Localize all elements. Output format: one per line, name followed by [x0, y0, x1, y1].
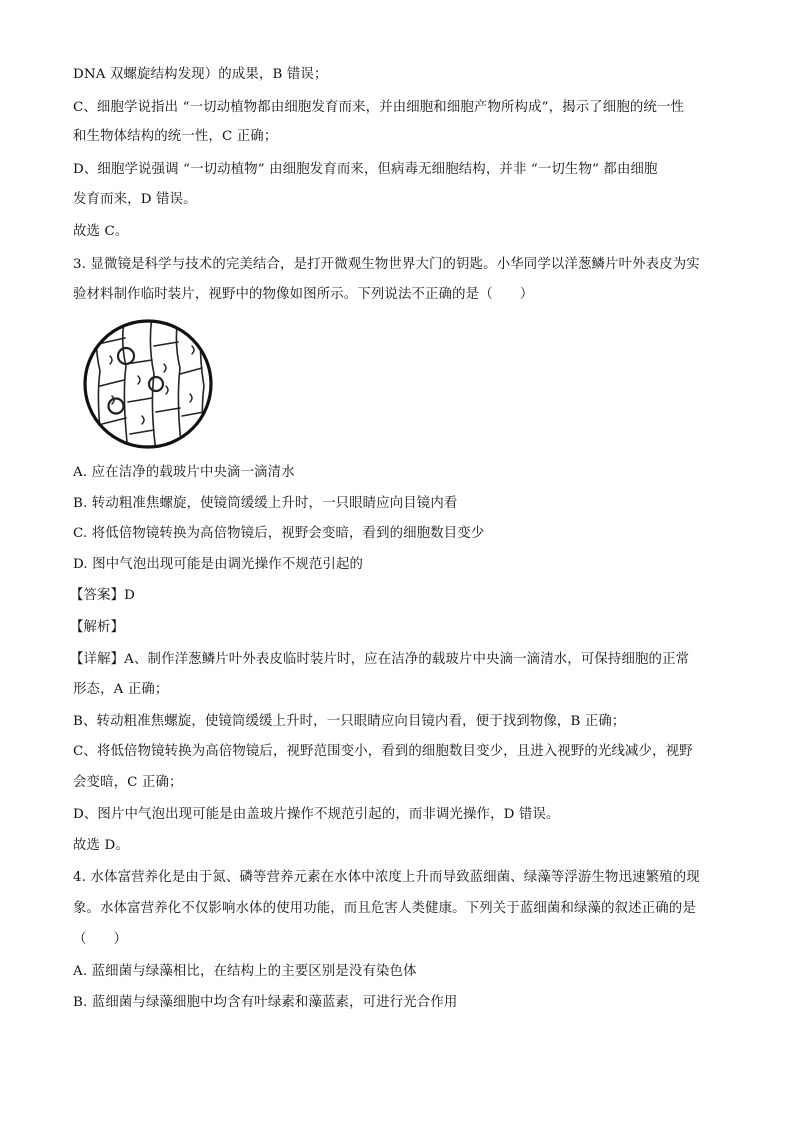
option-a: A. 蓝细菌与绿藻相比，在结构上的主要区别是没有染色体 [73, 964, 417, 979]
text-line: 和生物体结构的统一性，C 正确； [73, 129, 278, 144]
explanation-text: A、制作洋葱鳞片叶外表皮临时装片时，应在洁净的载玻片中央滴一滴清水，可保持细胞的正常 [124, 652, 690, 667]
question-3-stem: 验材料制作临时装片，视野中的物像如图所示。下列说法不正确的是（ ） [73, 287, 534, 302]
text-line: C、细胞学说指出 “一切动植物都由细胞发育而来，并由细胞和细胞产物所构成”，揭示了细胞的统一性 [73, 100, 685, 115]
explanation-line: 会变暗，C 正确； [73, 775, 183, 790]
option-b: B. 转动粗准焦螺旋，使镜筒缓缓上升时，一只眼睛应向目镜内看 [73, 496, 458, 511]
question-4-stem: 4. 水体富营养化是由于氮、磷等营养元素在水体中浓度上升而导致蓝细菌、绿藻等浮游生物迅速繁殖的现 [73, 870, 700, 885]
explanation-line: D、图片中气泡出现可能是由盖玻片操作不规范引起的，而非调光操作，D 错误。 [73, 807, 560, 822]
answer-tag: 【答案】 [70, 588, 125, 603]
text-line: D、细胞学说强调 “一切动植物” 由细胞发育而来，但病毒无细胞结构，并非 “一切生物” 都由细胞 [73, 162, 658, 177]
explanation-line: 故选 D。 [73, 838, 129, 853]
answer-value: D [124, 588, 136, 603]
explanation-line: 形态，A 正确； [73, 682, 169, 697]
text-line: 发育而来，D 错误。 [73, 192, 197, 207]
analysis-tag: 【解析】 [70, 620, 125, 635]
explanation-line: B、转动粗准焦螺旋，使镜筒缓缓上升时，一只眼睛应向目镜内看，便于找到物像，B 正确； [73, 714, 626, 729]
option-b: B. 蓝细菌与绿藻细胞中均含有叶绿素和藻蓝素，可进行光合作用 [73, 995, 458, 1010]
explanation-line [70, 650, 689, 670]
option-c: C. 将低倍物镜转换为高倍物镜后，视野会变暗，看到的细胞数目变少 [73, 526, 485, 541]
explanation-line: C、将低倍物镜转换为高倍物镜后，视野范围变小，看到的细胞数目变少，且进入视野的光线减少，视野 [73, 744, 693, 759]
question-4-stem: 象。水体富营养化不仅影响水体的使用功能，而且危害人类健康。下列关于蓝细菌和绿藻的叙述正确的是 [73, 901, 696, 916]
explanation-tag: 【详解】 [70, 652, 125, 667]
option-d: D. 图中气泡出现可能是由调光操作不规范引起的 [73, 557, 364, 572]
question-3-stem: 3. 显微镜是科学与技术的完美结合，是打开微观生物世界大门的钥匙。小华同学以洋葱鳞片叶外表皮为实 [73, 257, 700, 272]
microscope-field-figure [80, 316, 216, 452]
answer-line [70, 586, 135, 606]
text-line: DNA 双螺旋结构发现）的成果，B 错误； [73, 67, 328, 82]
text-line: 故选 C。 [73, 224, 129, 239]
option-a: A. 应在洁净的载玻片中央滴一滴清水 [73, 465, 295, 480]
question-4-stem: （ ） [73, 932, 128, 947]
